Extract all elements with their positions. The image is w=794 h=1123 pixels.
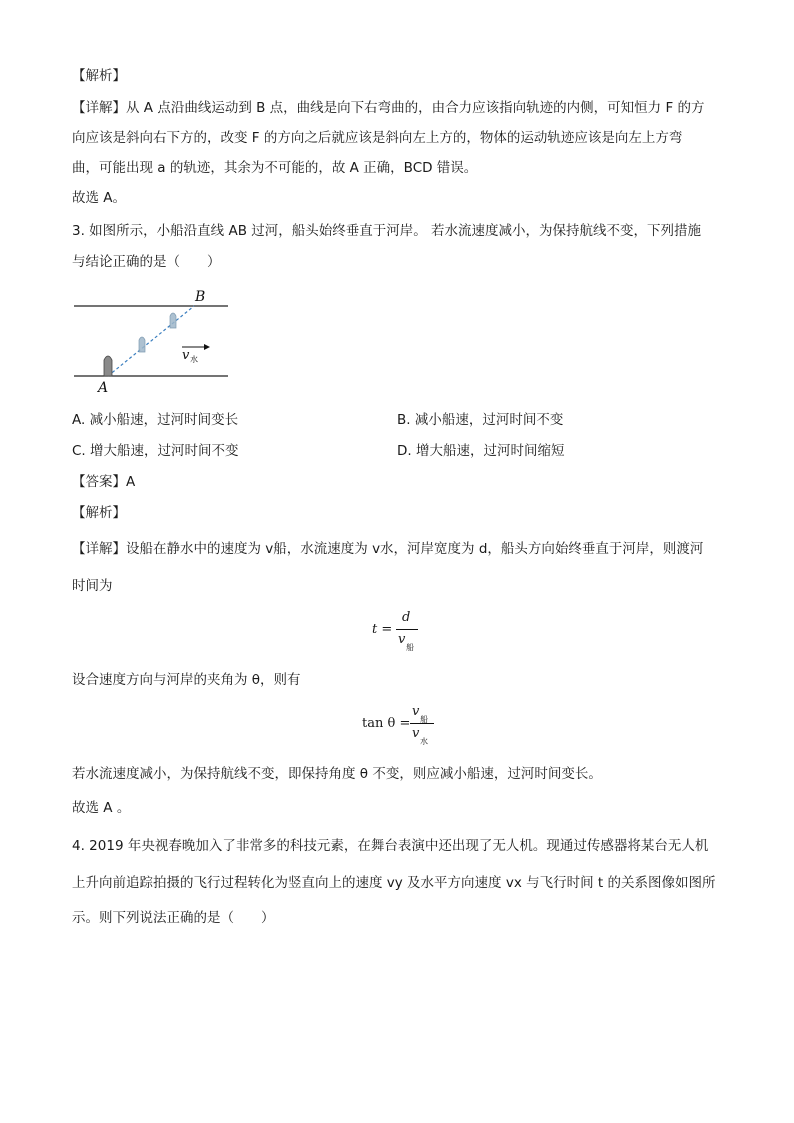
boat-icon-middle (139, 337, 145, 352)
q3-detail-line-1: 【详解】设船在静水中的速度为 v船，水流速度为 v水，河岸宽度为 d，船头方向始终垂直于河岸，则渡河 (72, 541, 704, 557)
q3-detail-line-2: 时间为 (72, 578, 113, 594)
label-a: A (98, 380, 109, 396)
option-a: A. 减小船速，过河时间变长 (72, 412, 239, 428)
boat-icon-upper (170, 313, 176, 328)
q4-stem-line-1: 4. 2019 年央视春晚加入了非常多的科技元素，在舞台表演中还出现了无人机。现通过传感器将某台无人机 (72, 838, 709, 854)
q2-detail-line-1: 【详解】从 A 点沿曲线运动到 B 点，曲线是向下右弯曲的，由合力应该指向轨迹的内侧，可知恒力 F 的方 (72, 100, 705, 116)
q3-choose: 故选 A 。 (72, 800, 131, 816)
label-b: B (195, 289, 206, 305)
boat-icon-at-a (104, 356, 112, 376)
q4-stem-line-3: 示。则下列说法正确的是（ ） (72, 910, 275, 926)
option-c: C. 增大船速，过河时间不变 (72, 443, 239, 459)
option-b: B. 减小船速，过河时间不变 (397, 412, 564, 428)
q3-detail-line-3: 设合速度方向与河岸的夹角为 θ，则有 (72, 672, 301, 688)
q2-analysis-tag: 【解析】 (72, 68, 126, 84)
q3-stem-line-1: 3. 如图所示，小船沿直线 AB 过河，船头始终垂直于河岸。 若水流速度减小，为保持航线不变，下列措施 (72, 223, 702, 239)
river-crossing-figure (70, 282, 235, 397)
formula-time: t = d v 船 (372, 608, 432, 658)
q2-detail-line-3: 曲，可能出现 a 的轨迹，其余为不可能的，故 A 正确，BCD 错误。 (72, 160, 478, 176)
q3-stem-line-2: 与结论正确的是（ ） (72, 254, 221, 270)
path-ab-dashed (108, 306, 194, 376)
q3-detail-line-4: 若水流速度减小，为保持航线不变，即保持角度 θ 不变，则应减小船速，过河时间变长。 (72, 766, 602, 782)
option-d: D. 增大船速，过河时间缩短 (397, 443, 565, 459)
q3-analysis-tag: 【解析】 (72, 505, 126, 521)
label-v: v (182, 348, 190, 363)
label-v-sub: 水 (190, 355, 198, 364)
q2-detail-line-2: 向应该是斜向右下方的，改变 F 的方向之后就应该是斜向左上方的，物体的运动轨迹应该是向左上方弯 (72, 130, 683, 146)
q3-answer: 【答案】A (72, 474, 136, 490)
formula-tan-theta: tan θ = v 船 v 水 (362, 702, 452, 752)
q4-stem-line-2: 上升向前追踪拍摄的飞行过程转化为竖直向上的速度 vy 及水平方向速度 vx 与飞行时间 t 的关系图像如图所 (72, 875, 716, 891)
q2-choose: 故选 A。 (72, 190, 127, 206)
